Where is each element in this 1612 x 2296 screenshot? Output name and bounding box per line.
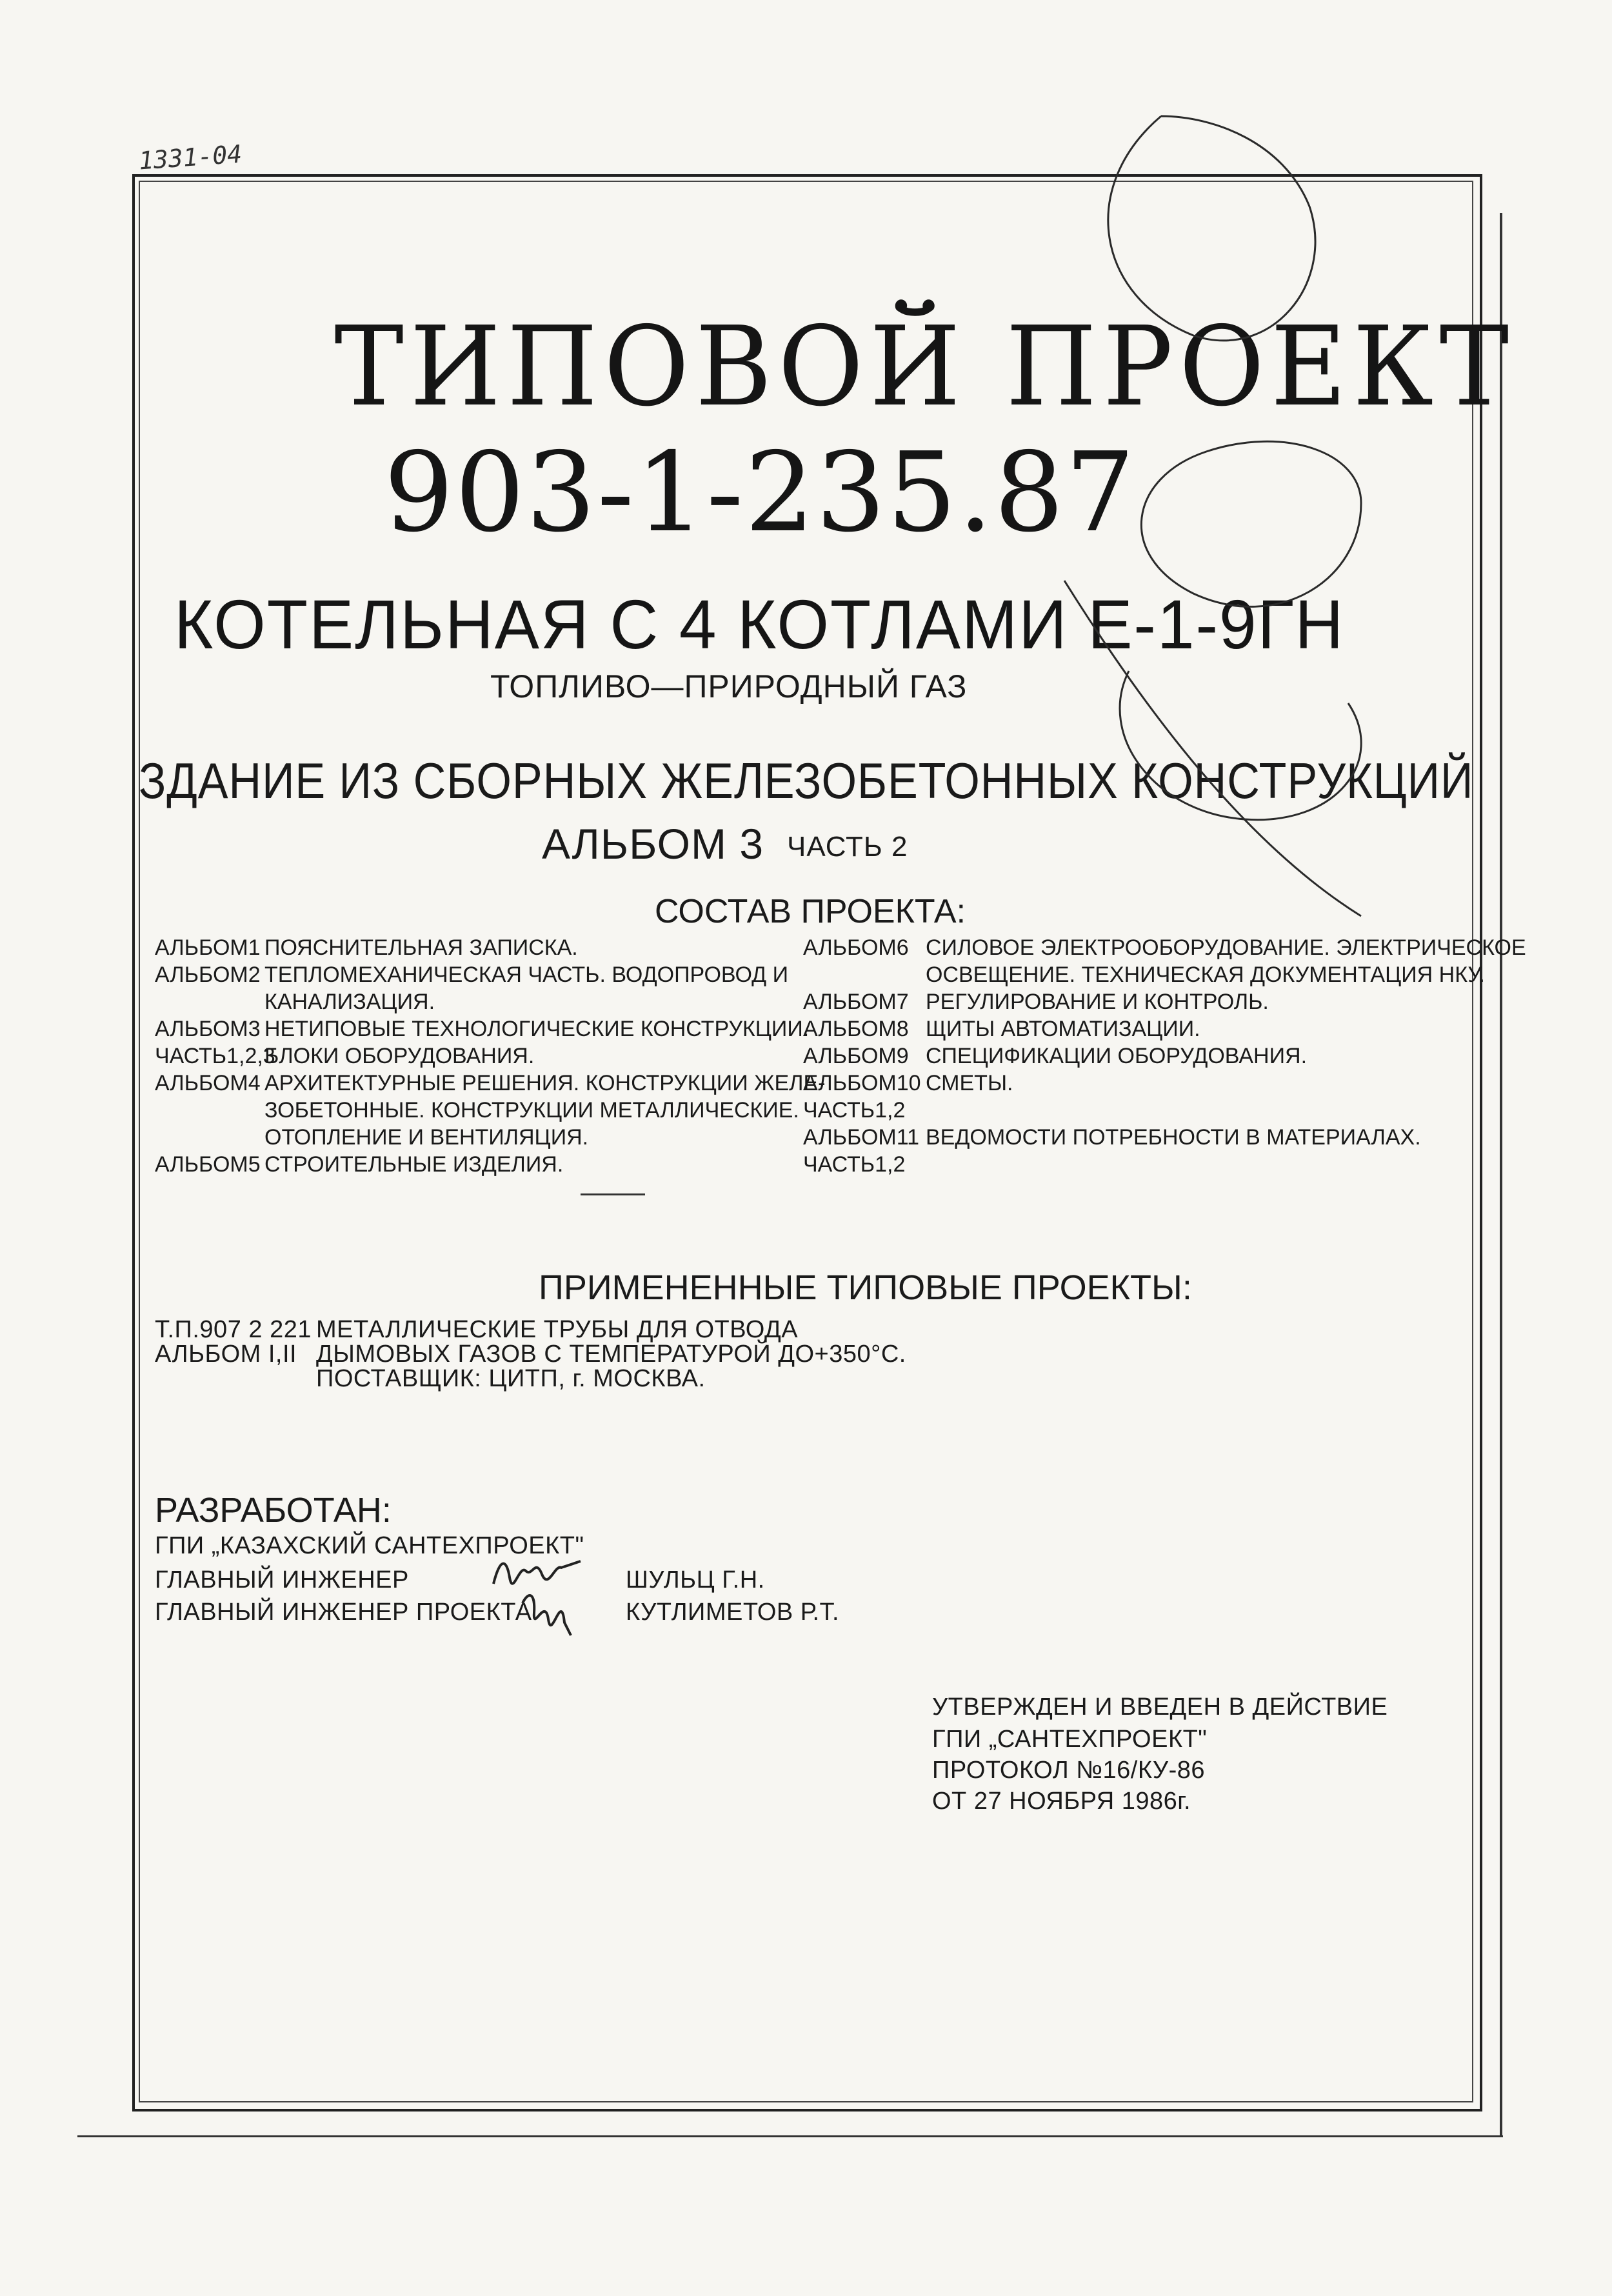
composition-label: ЧАСТЬ1,2 (803, 1098, 906, 1123)
title-typical-project: ТИПОВОЙ ПРОЕКТ (334, 303, 1515, 431)
composition-text: АРХИТЕКТУРНЫЕ РЕШЕНИЯ. КОНСТРУКЦИИ ЖЕЛЕ- (264, 1071, 826, 1095)
album-title: АЛЬБОМ 3 (542, 820, 764, 868)
composition-row (803, 1044, 1307, 1069)
approved-line4: ОТ 27 НОЯБРЯ 1986г. (932, 1788, 1191, 1815)
composition-label: ЧАСТЬ1,2,3 (155, 1044, 275, 1068)
composition-text: СПЕЦИФИКАЦИИ ОБОРУДОВАНИЯ. (926, 1044, 1308, 1068)
composition-label: ЧАСТЬ1,2 (803, 1152, 906, 1177)
composition-label: АЛЬБОМ9 (803, 1044, 909, 1068)
applied-line1: МЕТАЛЛИЧЕСКИЕ ТРУБЫ ДЛЯ ОТВОДА (316, 1316, 799, 1343)
composition-row (155, 1152, 563, 1177)
composition-heading: СОСТАВ ПРОЕКТА: (655, 893, 966, 930)
composition-row (155, 990, 435, 1015)
composition-label: АЛЬБОМ7 (803, 990, 909, 1014)
composition-text: ОТОПЛЕНИЕ И ВЕНТИЛЯЦИЯ. (264, 1125, 589, 1150)
developer-org: ГПИ „КАЗАХСКИЙ САНТЕХПРОЕКТ" (155, 1532, 584, 1559)
composition-row (803, 990, 1269, 1015)
approved-line2: ГПИ „САНТЕХПРОЕКТ" (932, 1726, 1208, 1753)
composition-label: АЛЬБОМ6 (803, 935, 909, 960)
role-chief-engineer: ГЛАВНЫЙ ИНЖЕНЕР (155, 1566, 409, 1593)
composition-row (155, 963, 788, 988)
handwritten-loops (1000, 90, 1516, 961)
composition-label: АЛЬБОМ5 (155, 1152, 261, 1177)
signature-chief-project-engineer (516, 1584, 587, 1642)
composition-row (155, 1044, 534, 1069)
composition-text: ВЕДОМОСТИ ПОТРЕБНОСТИ В МАТЕРИАЛАХ. (926, 1125, 1421, 1150)
project-number: 903-1-235.87 (384, 429, 1137, 557)
composition-label: АЛЬБОМ2 (155, 963, 261, 987)
name-chief-engineer: ШУЛЬЦ Г.Н. (626, 1566, 765, 1593)
composition-text: СМЕТЫ. (926, 1071, 1013, 1095)
composition-label: АЛЬБОМ10 (803, 1071, 921, 1095)
composition-text: ОСВЕЩЕНИЕ. ТЕХНИЧЕСКАЯ ДОКУМЕНТАЦИЯ НКУ. (926, 963, 1485, 987)
building-title: ЗДАНИЕ ИЗ СБОРНЫХ ЖЕЛЕЗОБЕТОННЫХ КОНСТРУКЦИЙ (139, 752, 1474, 809)
role-chief-project-engineer: ГЛАВНЫЙ ИНЖЕНЕР ПРОЕКТА (155, 1599, 532, 1626)
approved-line1: УТВЕРЖДЕН И ВВЕДЕН В ДЕЙСТВИЕ (932, 1693, 1388, 1721)
frame-bottom-edge (77, 2135, 1503, 2137)
composition-text: РЕГУЛИРОВАНИЕ И КОНТРОЛЬ. (926, 990, 1269, 1014)
composition-row (803, 963, 1485, 988)
album-part: ЧАСТЬ 2 (787, 831, 908, 863)
composition-label: АЛЬБОМ8 (803, 1017, 909, 1041)
composition-row (155, 1125, 588, 1150)
name-chief-project-engineer: КУТЛИМЕТОВ Р.Т. (626, 1599, 840, 1626)
fuel-subtitle: ТОПЛИВО—ПРИРОДНЫЙ ГАЗ (490, 668, 968, 704)
composition-label: АЛЬБОМ1 (155, 935, 261, 960)
composition-row (155, 935, 578, 961)
composition-row (803, 1125, 1421, 1150)
developed-heading: РАЗРАБОТАН: (155, 1491, 392, 1530)
composition-row (155, 1098, 799, 1123)
applied-line3: ПОСТАВЩИК: ЦИТП, г. МОСКВА. (316, 1365, 706, 1392)
composition-text: ПОЯСНИТЕЛЬНАЯ ЗАПИСКА. (264, 935, 578, 960)
composition-text: НЕТИПОВЫЕ ТЕХНОЛОГИЧЕСКИЕ КОНСТРУКЦИИ. (264, 1017, 810, 1041)
composition-row (803, 1017, 1200, 1042)
composition-label: АЛЬБОМ4 (155, 1071, 261, 1095)
composition-text: СТРОИТЕЛЬНЫЕ ИЗДЕЛИЯ. (264, 1152, 564, 1177)
approved-line3: ПРОТОКОЛ №16/КУ-86 (932, 1757, 1205, 1784)
composition-label: АЛЬБОМ3 (155, 1017, 261, 1041)
composition-text: СИЛОВОЕ ЭЛЕКТРООБОРУДОВАНИЕ. ЭЛЕКТРИЧЕСКОЕ (926, 935, 1526, 960)
composition-text: ТЕПЛОМЕХАНИЧЕСКАЯ ЧАСТЬ. ВОДОПРОВОД И (264, 963, 789, 987)
applied-album: АЛЬБОМ I,II (155, 1341, 297, 1368)
composition-text: БЛОКИ ОБОРУДОВАНИЯ. (264, 1044, 535, 1068)
composition-row (803, 1071, 1013, 1096)
composition-row (803, 1098, 926, 1123)
composition-row (803, 1152, 926, 1177)
composition-text: КАНАЛИЗАЦИЯ. (264, 990, 435, 1014)
applied-line2: ДЫМОВЫХ ГАЗОВ С ТЕМПЕРАТУРОЙ ДО+350°С. (316, 1341, 906, 1368)
composition-row (155, 1017, 809, 1042)
archive-mark: 1331-04 (137, 139, 243, 175)
applied-heading: ПРИМЕНЕННЫЕ ТИПОВЫЕ ПРОЕКТЫ: (539, 1268, 1192, 1307)
underline-mark (581, 1193, 645, 1195)
boiler-title: КОТЕЛЬНАЯ С 4 КОТЛАМИ Е-1-9ГН (174, 585, 1345, 663)
applied-code: Т.П.907 2 221 (155, 1316, 312, 1343)
composition-label: АЛЬБОМ11 (803, 1125, 920, 1150)
composition-text: ЩИТЫ АВТОМАТИЗАЦИИ. (926, 1017, 1200, 1041)
composition-row (155, 1071, 825, 1096)
composition-text: ЗОБЕТОННЫЕ. КОНСТРУКЦИИ МЕТАЛЛИЧЕСКИЕ. (264, 1098, 799, 1123)
